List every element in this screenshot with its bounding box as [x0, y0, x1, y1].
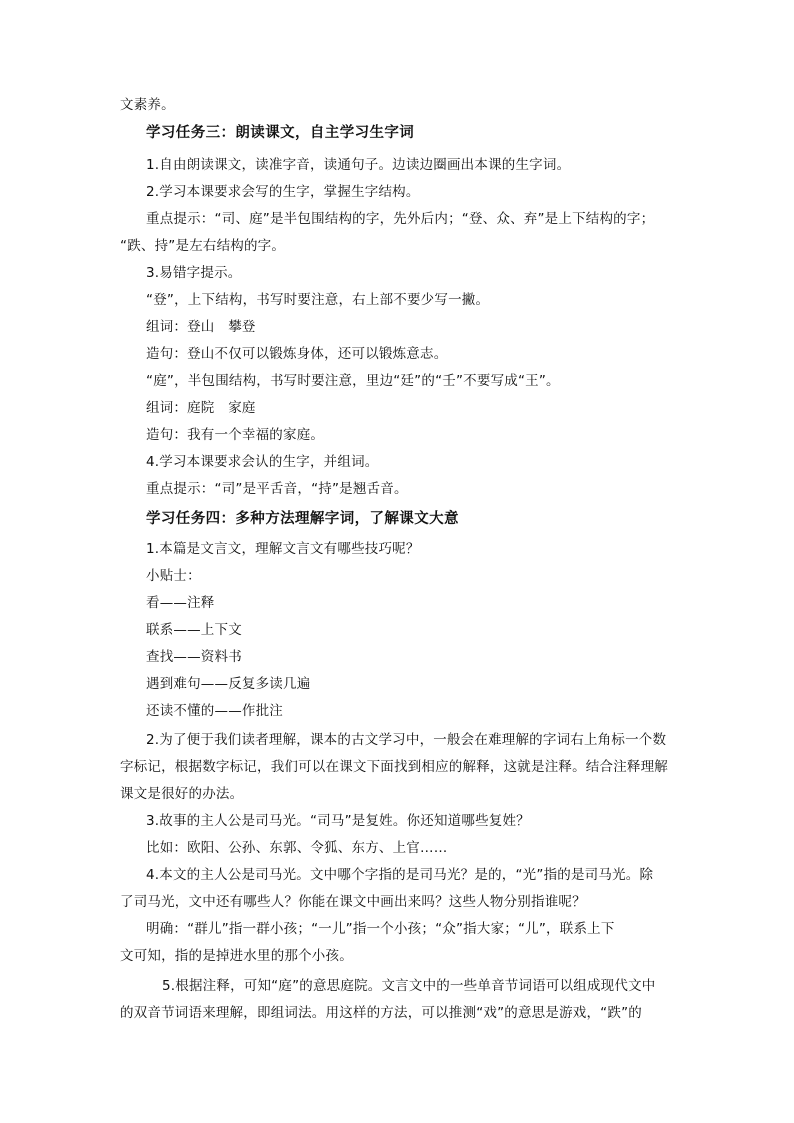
paragraph-line: 4.本文的主人公是司马光。文中哪个字指的是司马光？是的，“光”指的是司马光。除	[146, 867, 654, 883]
tip-item: 查找——资料书	[146, 649, 242, 665]
paragraph-line: 课文是很好的办法。	[120, 786, 244, 802]
paragraph-line: 文可知，指的是掉进水里的那个小孩。	[120, 948, 353, 964]
section-heading-task3: 学习任务三：朗读课文，自主学习生字词	[146, 125, 415, 141]
paragraph-line: 重点提示：“司”是平舌音，“持”是翘舌音。	[146, 481, 408, 497]
paragraph-line: “庭”，半包围结构，书写时要注意，里边“廷”的“壬”不要写成“王”。	[146, 373, 560, 389]
paragraph-line: 3.故事的主人公是司马光。“司马”是复姓。你还知道哪些复姓？	[146, 813, 530, 829]
paragraph-line: 明确：“群儿”指一群小孩；“一儿”指一个小孩；“众”指大家；“儿”，联系上下	[146, 921, 615, 937]
tip-item: 联系——上下文	[146, 622, 242, 638]
paragraph-line: 1.本篇是文言文，理解文言文有哪些技巧呢？	[146, 541, 420, 557]
paragraph-line: “跌、持”是左右结构的字。	[120, 238, 286, 254]
paragraph-line: 组词：庭院 家庭	[146, 400, 256, 416]
paragraph-line: “登”，上下结构，书写时要注意，右上部不要少写一撇。	[146, 292, 490, 308]
section-heading-task4: 学习任务四：多种方法理解字词，了解课文大意	[146, 511, 459, 527]
tip-item: 遇到难句——反复多读几遍	[146, 676, 311, 692]
paragraph-line: 比如：欧阳、公孙、东郭、令狐、东方、上官……	[146, 840, 448, 856]
paragraph-line: 小贴士：	[146, 568, 201, 584]
paragraph-line: 4.学习本课要求会认的生字，并组词。	[146, 454, 379, 470]
paragraph-line: 2.学习本课要求会写的生字，掌握生字结构。	[146, 184, 420, 200]
paragraph-line: 了司马光，文中还有哪些人？你能在课文中画出来吗？这些人物分别指谁呢？	[120, 894, 586, 910]
paragraph-line: 2.为了便于我们读者理解，课本的古文学习中，一般会在难理解的字词右上角标一个数	[146, 732, 667, 748]
paragraph-line: 1.自由朗读课文，读准字音，读通句子。边读边圈画出本课的生字词。	[146, 157, 571, 173]
tip-item: 还读不懂的——作批注	[146, 703, 283, 719]
paragraph-line: 造句：登山不仅可以锻炼身体，还可以锻炼意志。	[146, 346, 448, 362]
paragraph-line: 组词：登山 攀登	[146, 319, 256, 335]
paragraph-line: 的双音节词语来理解，即组词法。用这样的方法，可以推测“戏”的意思是游戏，“跌”的	[120, 1005, 642, 1021]
tip-item: 看——注释	[146, 595, 215, 611]
paragraph-line: 文素养。	[120, 97, 175, 113]
paragraph-line: 5.根据注释，可知“庭”的意思庭院。文言文中的一些单音节词语可以组成现代文中	[162, 978, 656, 994]
paragraph-line: 字标记，根据数字标记，我们可以在课文下面找到相应的解释，这就是注释。结合注释理解	[120, 759, 668, 775]
paragraph-line: 3.易错字提示。	[146, 265, 242, 281]
paragraph-line: 重点提示：“司、庭”是半包围结构的字，先外后内；“登、众、弃”是上下结构的字；	[146, 211, 655, 227]
paragraph-line: 造句：我有一个幸福的家庭。	[146, 427, 325, 443]
